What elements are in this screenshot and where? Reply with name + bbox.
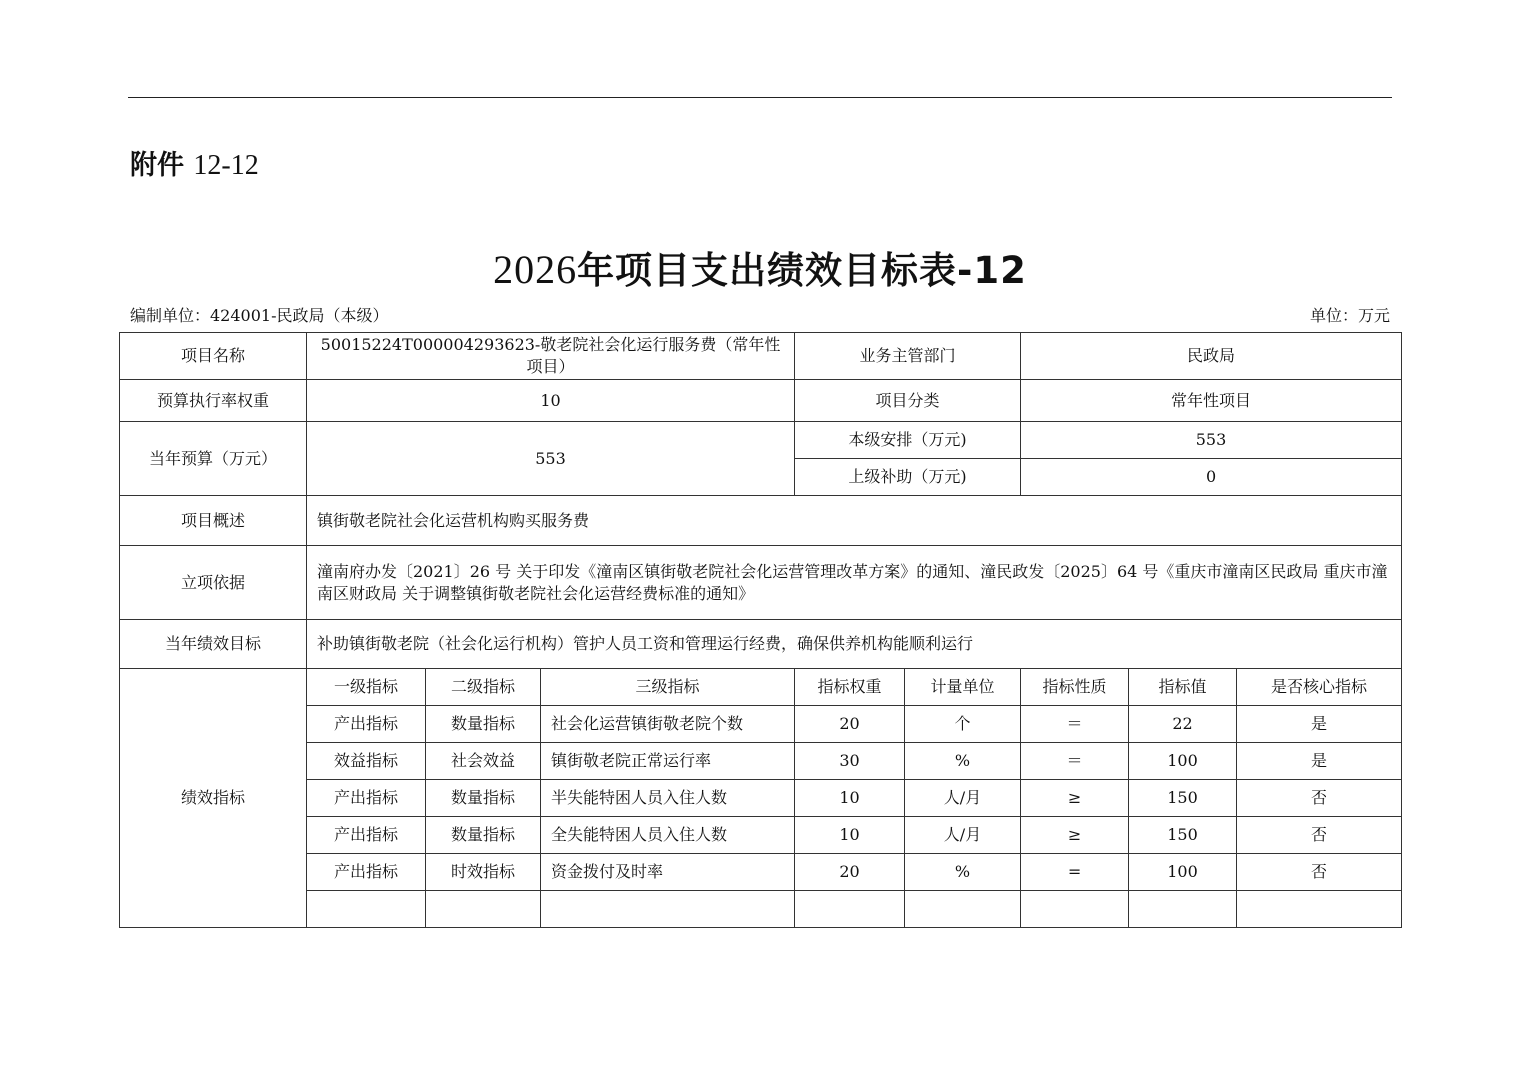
header-cell: 计量单位: [905, 669, 1021, 706]
table-row: [120, 706, 1402, 743]
table-row: [120, 817, 1402, 854]
currency-unit: 单位：万元: [1309, 306, 1390, 325]
empty-cell: [1021, 891, 1129, 928]
level3-cell: 资金拨付及时率: [541, 854, 795, 891]
title-text: 年项目支出绩效目标表-12: [577, 249, 1027, 292]
basis-value: 潼南府办发〔2021〕26 号 关于印发《潼南区镇街敬老院社会化运营管理改革方案》的通知、潼民政发〔2025〕64 号《重庆市潼南区民政局 重庆市潼南区财政局 关于调整镇街敬老院社会化运营经费标准的通知》: [307, 546, 1402, 620]
row-overview: [120, 496, 1402, 546]
core-cell: 否: [1237, 817, 1402, 854]
page-title: [0, 240, 1520, 294]
unit-cell: %: [905, 854, 1021, 891]
row-weight: [120, 380, 1402, 422]
empty-cell: [426, 891, 541, 928]
nature-cell: ≥: [1021, 780, 1129, 817]
category-label: 项目分类: [795, 380, 1021, 422]
nature-cell: =: [1021, 854, 1129, 891]
table-row: [120, 854, 1402, 891]
empty-row: [120, 891, 1402, 928]
level1-cell: 产出指标: [307, 817, 426, 854]
overview-value: 镇街敬老院社会化运营机构购买服务费: [307, 496, 1402, 546]
level2-cell: 数量指标: [426, 780, 541, 817]
weight-cell: 20: [795, 854, 905, 891]
value-cell: 100: [1129, 854, 1237, 891]
header-cell: 指标性质: [1021, 669, 1129, 706]
nature-cell: ≥: [1021, 817, 1129, 854]
upper-label: 上级补助（万元): [795, 459, 1021, 496]
empty-cell: [1237, 891, 1402, 928]
unit-cell: 个: [905, 706, 1021, 743]
row-goal: [120, 620, 1402, 669]
core-cell: 是: [1237, 743, 1402, 780]
header-rule: [128, 97, 1392, 98]
row-budget: [120, 422, 1402, 459]
weight-cell: 10: [795, 817, 905, 854]
goal-value: 补助镇街敬老院（社会化运行机构）管护人员工资和管理运行经费，确保供养机构能顺利运行: [307, 620, 1402, 669]
header-cell: 一级指标: [307, 669, 426, 706]
budget-label: 当年预算（万元）: [120, 422, 307, 496]
core-cell: 否: [1237, 780, 1402, 817]
title-year: 2026: [493, 247, 578, 292]
unit-cell: 人/月: [905, 817, 1021, 854]
category-value: 常年性项目: [1021, 380, 1402, 422]
budget-value: 553: [307, 422, 795, 496]
level3-cell: 半失能特困人员入住人数: [541, 780, 795, 817]
table-row: [120, 780, 1402, 817]
unit-cell: %: [905, 743, 1021, 780]
weight-value: 10: [307, 380, 795, 422]
header-cell: 指标值: [1129, 669, 1237, 706]
empty-cell: [905, 891, 1021, 928]
unit-cell: 人/月: [905, 780, 1021, 817]
weight-cell: 10: [795, 780, 905, 817]
value-cell: 150: [1129, 780, 1237, 817]
empty-cell: [307, 891, 426, 928]
value-cell: 22: [1129, 706, 1237, 743]
row-project-name: [120, 333, 1402, 380]
table-row: [120, 743, 1402, 780]
level3-cell: 镇街敬老院正常运行率: [541, 743, 795, 780]
performance-table: [119, 332, 1402, 928]
row-basis: [120, 546, 1402, 620]
indicator-header-row: [120, 669, 1402, 706]
nature-cell: ＝: [1021, 706, 1129, 743]
attachment-number: 12-12: [193, 150, 259, 181]
weight-label: 预算执行率权重: [120, 380, 307, 422]
empty-cell: [795, 891, 905, 928]
basis-label: 立项依据: [120, 546, 307, 620]
empty-cell: [1129, 891, 1237, 928]
local-label: 本级安排（万元): [795, 422, 1021, 459]
empty-cell: [541, 891, 795, 928]
value-cell: 150: [1129, 817, 1237, 854]
overview-label: 项目概述: [120, 496, 307, 546]
weight-cell: 30: [795, 743, 905, 780]
header-cell: 指标权重: [795, 669, 905, 706]
level2-cell: 数量指标: [426, 817, 541, 854]
level3-cell: 全失能特困人员入住人数: [541, 817, 795, 854]
header-cell: 是否核心指标: [1237, 669, 1402, 706]
project-name-label: 项目名称: [120, 333, 307, 380]
goal-label: 当年绩效目标: [120, 620, 307, 669]
header-cell: 三级指标: [541, 669, 795, 706]
dept-value: 民政局: [1021, 333, 1402, 380]
level1-cell: 产出指标: [307, 854, 426, 891]
core-cell: 是: [1237, 706, 1402, 743]
level2-cell: 社会效益: [426, 743, 541, 780]
weight-cell: 20: [795, 706, 905, 743]
upper-value: 0: [1021, 459, 1402, 496]
header-cell: 二级指标: [426, 669, 541, 706]
level1-cell: 效益指标: [307, 743, 426, 780]
level1-cell: 产出指标: [307, 706, 426, 743]
nature-cell: ＝: [1021, 743, 1129, 780]
level3-cell: 社会化运营镇街敬老院个数: [541, 706, 795, 743]
attachment-prefix: 附件: [130, 150, 184, 181]
compiling-unit: 编制单位：424001-民政局（本级）: [130, 306, 389, 325]
value-cell: 100: [1129, 743, 1237, 780]
project-name-value: 50015224T000004293623-敬老院社会化运行服务费（常年性项目）: [307, 333, 795, 380]
level2-cell: 时效指标: [426, 854, 541, 891]
perf-label: 绩效指标: [120, 669, 307, 928]
local-value: 553: [1021, 422, 1402, 459]
attachment-label: [130, 143, 259, 182]
core-cell: 否: [1237, 854, 1402, 891]
dept-label: 业务主管部门: [795, 333, 1021, 380]
level1-cell: 产出指标: [307, 780, 426, 817]
level2-cell: 数量指标: [426, 706, 541, 743]
